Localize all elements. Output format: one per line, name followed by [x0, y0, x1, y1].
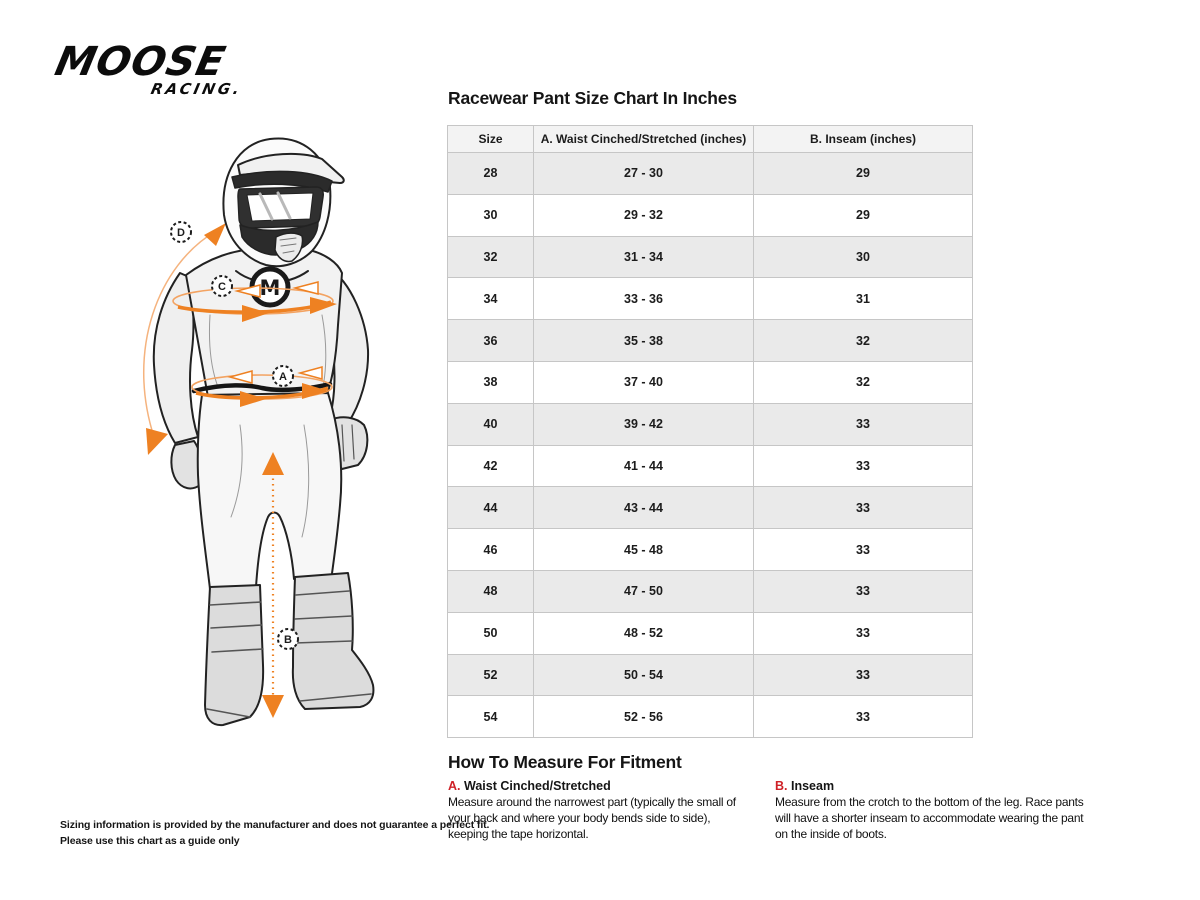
header-waist: A. Waist Cinched/Stretched (inches)	[534, 126, 754, 153]
size-cell: 48	[448, 570, 534, 612]
disclaimer-line-2: Please use this chart as a guide only	[60, 834, 240, 847]
size-cell: 52	[448, 654, 534, 696]
rider-measurement-diagram	[90, 125, 450, 745]
waist-cell: 31 - 34	[534, 236, 754, 278]
moose-racing-logo	[51, 39, 256, 98]
section-inseam-title-text: Inseam	[790, 779, 835, 793]
howto-heading: How To Measure For Fitment	[448, 752, 682, 772]
table-row	[448, 529, 973, 571]
size-cell: 46	[448, 529, 534, 571]
label-d-badge	[171, 222, 191, 242]
size-cell: 30	[448, 194, 534, 236]
waist-cell: 37 - 40	[534, 361, 754, 403]
waist-cell: 50 - 54	[534, 654, 754, 696]
size-cell: 32	[448, 236, 534, 278]
header-inseam: B. Inseam (inches)	[754, 126, 973, 153]
waist-cell: 41 - 44	[534, 445, 754, 487]
table-row	[448, 361, 973, 403]
waist-cell: 48 - 52	[534, 612, 754, 654]
inseam-cell: 33	[754, 570, 973, 612]
table-row	[448, 320, 973, 362]
size-cell: 36	[448, 320, 534, 362]
inseam-cell: 33	[754, 654, 973, 696]
inseam-cell: 32	[754, 361, 973, 403]
size-cell: 34	[448, 278, 534, 320]
inseam-cell: 33	[754, 529, 973, 571]
size-cell: 50	[448, 612, 534, 654]
size-cell: 28	[448, 153, 534, 195]
howto-sections	[448, 779, 1087, 843]
size-cell: 54	[448, 696, 534, 738]
disclaimer-text	[60, 818, 489, 850]
table-row	[448, 487, 973, 529]
inseam-cell: 33	[754, 487, 973, 529]
table-row	[448, 696, 973, 738]
size-cell: 42	[448, 445, 534, 487]
inseam-cell: 29	[754, 153, 973, 195]
inseam-cell: 33	[754, 612, 973, 654]
inseam-cell: 33	[754, 696, 973, 738]
inseam-cell: 32	[754, 320, 973, 362]
table-row	[448, 445, 973, 487]
label-b: B	[284, 634, 292, 646]
section-waist-title	[448, 779, 753, 793]
logo-subword: RACING.	[149, 80, 244, 98]
logo-wordmark: MOOSE	[51, 39, 230, 85]
jersey-logo-letter: M	[259, 276, 281, 300]
waist-cell: 45 - 48	[534, 529, 754, 571]
page-title: Racewear Pant Size Chart In Inches	[448, 88, 737, 108]
label-a: A	[279, 371, 287, 383]
label-b-badge	[278, 629, 298, 649]
waist-cell: 39 - 42	[534, 403, 754, 445]
table-row	[448, 612, 973, 654]
table-row	[448, 153, 973, 195]
label-d: D	[177, 227, 185, 239]
table-row	[448, 236, 973, 278]
section-inseam-body: Measure from the crotch to the bottom of the leg. Race pants will have a shorter inseam to accommodate wearing the pant on the inside of boots.	[775, 795, 1084, 841]
waist-cell: 47 - 50	[534, 570, 754, 612]
table-row	[448, 194, 973, 236]
label-c-badge	[212, 276, 232, 296]
disclaimer-line-1: Sizing information is provided by the manufacturer and does not guarantee a perfect fit.	[60, 819, 490, 831]
label-a-badge	[273, 366, 293, 386]
section-inseam-letter: B.	[775, 779, 788, 793]
table-row	[448, 654, 973, 696]
size-table	[447, 125, 973, 738]
header-size: Size	[448, 126, 534, 153]
waist-cell: 43 - 44	[534, 487, 754, 529]
table-header-row	[448, 126, 973, 153]
inseam-cell: 33	[754, 445, 973, 487]
size-cell: 40	[448, 403, 534, 445]
section-waist-title-text: Waist Cinched/Stretched	[463, 779, 611, 793]
section-waist-letter: A.	[448, 779, 461, 793]
label-c: C	[218, 281, 226, 293]
waist-cell: 52 - 56	[534, 696, 754, 738]
table-row	[448, 570, 973, 612]
waist-cell: 35 - 38	[534, 320, 754, 362]
inseam-cell: 30	[754, 236, 973, 278]
table-row	[448, 278, 973, 320]
size-cell: 38	[448, 361, 534, 403]
section-waist-body: Measure around the narrowest part (typically the small of your back and where your body bends side to side), keeping the tape horizontal.	[448, 795, 736, 841]
inseam-cell: 33	[754, 403, 973, 445]
waist-cell: 29 - 32	[534, 194, 754, 236]
waist-cell: 33 - 36	[534, 278, 754, 320]
inseam-cell: 31	[754, 278, 973, 320]
inseam-cell: 29	[754, 194, 973, 236]
size-cell: 44	[448, 487, 534, 529]
waist-cell: 27 - 30	[534, 153, 754, 195]
howto-section-inseam	[775, 779, 1087, 843]
table-row	[448, 403, 973, 445]
size-table-body	[448, 153, 973, 738]
howto-section-waist	[448, 779, 753, 843]
section-inseam-title	[775, 779, 1087, 793]
